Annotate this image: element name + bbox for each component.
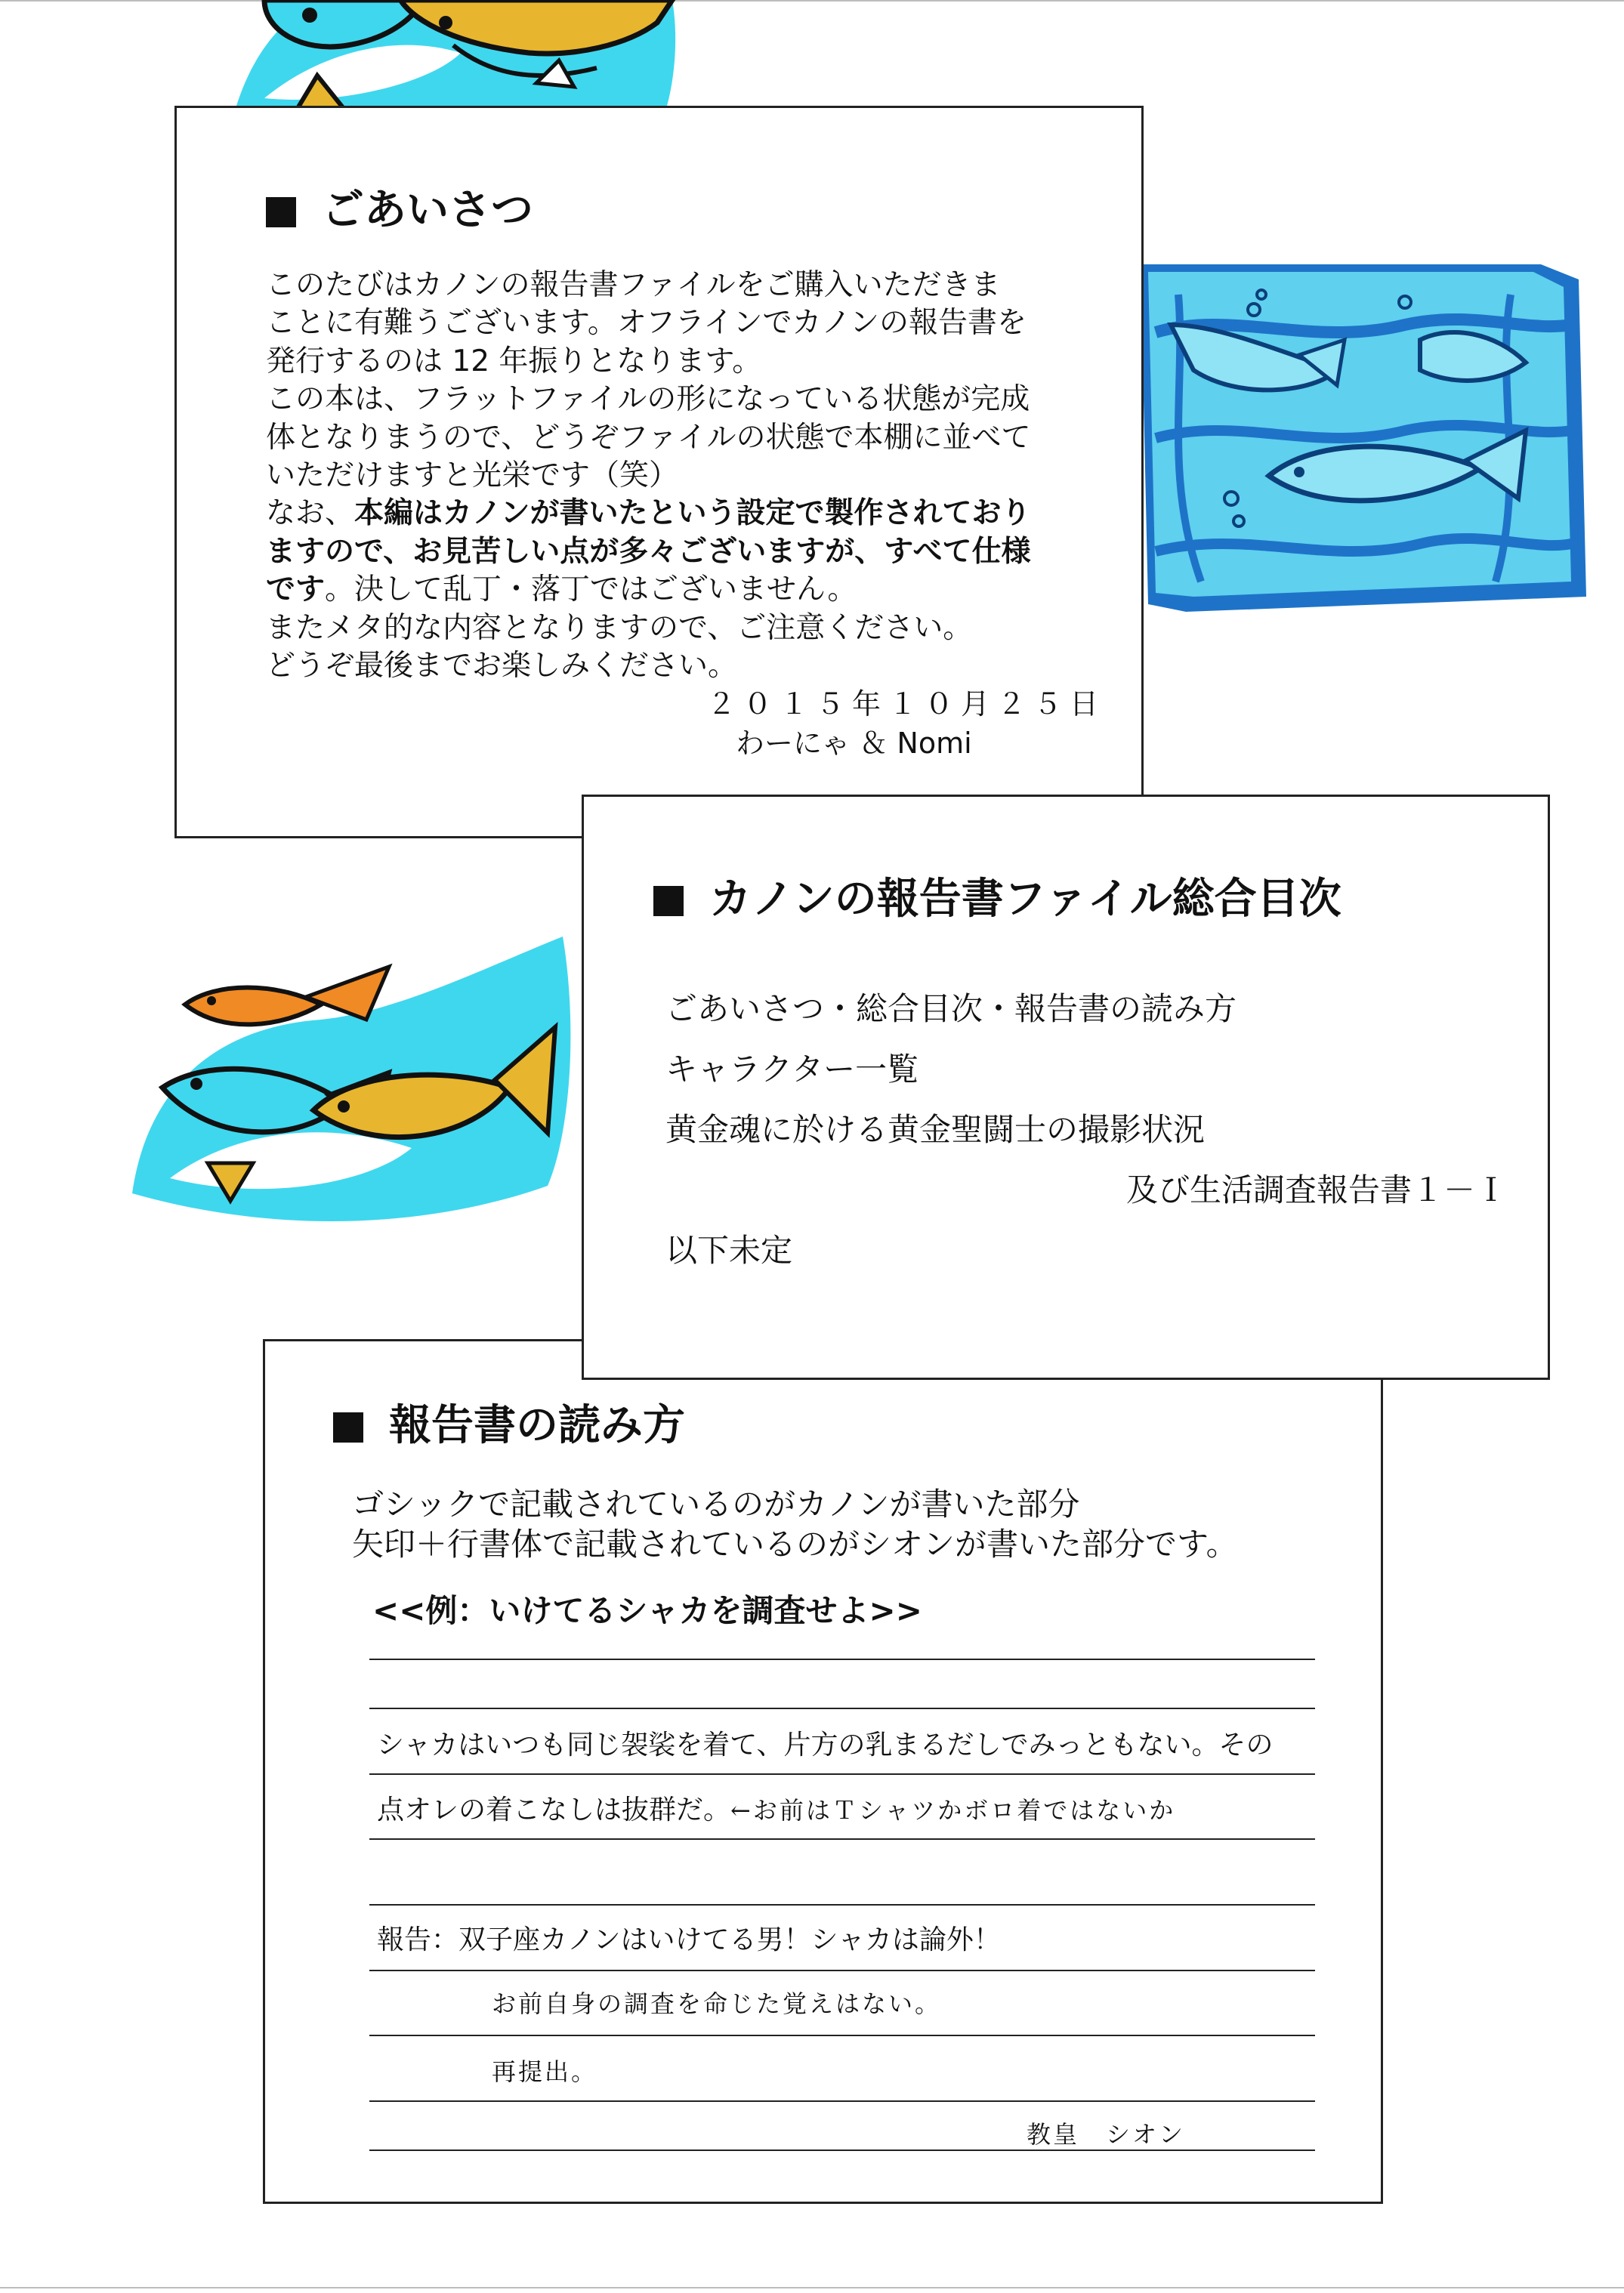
howto-heading [333,1402,685,1450]
greeting-line: このたびはカノンの報告書ファイルをご購入いただきま [266,268,1001,302]
ruled-line [369,2035,1315,2036]
howto-box [263,1339,1383,2204]
handwritten-text: ←お前はＴシャツかボロ着ではないか [730,1796,1176,1825]
greeting-body [266,267,1067,685]
toc-heading [653,875,1341,924]
square-bullet-icon [653,886,684,916]
fish-water-clipart [1118,249,1601,627]
reply-line: 再提出。 [492,2057,598,2086]
example-title: <<例：いけてるシャカを調査せよ>> [372,1592,922,1629]
howto-line: 矢印＋行書体で記載されているのがシオンが書いた部分です。 [352,1526,1238,1563]
greeting-line-bold: です [266,572,326,607]
fish-clipart-top [219,0,687,113]
greeting-line: この本は、フラットファイルの形になっている状態が完成 [266,382,1030,417]
greeting-box [174,106,1144,838]
howto-title: 報告書の読み方 [389,1401,685,1450]
report-line: 報告：双子座カノンはいけてる男！シャカは論外！ [377,1924,1001,1955]
greeting-line: 体となりまうので、どうぞファイルの状態で本棚に並べて [266,420,1031,455]
toc-title: カノンの報告書ファイル総合目次 [709,875,1341,924]
ruled-line [369,1773,1315,1775]
greeting-author: わーにゃ ＆ Nomi [736,727,972,760]
example-line: シャカはいつも同じ袈裟を着て、片方の乳まるだしでみっともない。その [377,1730,1274,1761]
ruled-line [369,2100,1315,2102]
greeting-line [266,571,1067,609]
greeting-line: ことに有難うございます。オフラインでカノンの報告書を [266,306,1027,341]
gothic-text: 点オレの着こなしは抜群だ。 [377,1795,731,1825]
greeting-date: ２０１５年１０月２５日 [707,687,1107,721]
greeting-line: ますので、お見苦しい点が多々ございますが、すべて仕様 [266,534,1031,569]
example-line [377,1788,1175,1827]
fish-trio-clipart [125,937,578,1254]
greeting-line: 発行するのは 12 年振りとなります。 [266,344,762,378]
greeting-line: いただけますと光栄です（笑） [266,458,679,493]
ruled-line [369,1838,1315,1840]
signature: 教皇 シオン [1027,2120,1186,2149]
toc-box [582,795,1550,1380]
square-bullet-icon [333,1412,363,1443]
greeting-line-pre: なお、 [266,496,355,531]
toc-item: ごあいさつ・総合目次・報告書の読み方 [665,990,1237,1027]
bottom-rule [0,2287,1624,2288]
square-bullet-icon [266,197,296,227]
toc-item: 黄金魂に於ける黄金聖闘士の撮影状況 [665,1111,1206,1148]
howto-line: ゴシックで記載されているのがカノンが書いた部分 [352,1486,1080,1523]
greeting-title: ごあいさつ [322,186,533,235]
ruled-line [369,1708,1315,1709]
toc-item: 及び生活調査報告書１－Ｉ [1126,1171,1508,1208]
greeting-line: またメタ的な内容となりますので、ご注意ください。 [266,610,973,645]
reply-line: お前自身の調査を命じた覚えはない。 [492,1989,942,2018]
ruled-line [369,2149,1315,2151]
greeting-line-bold: 本編はカノンが書いたという設定で製作されており [354,496,1031,531]
toc-item: キャラクター一覧 [665,1051,919,1088]
ruled-line [369,1904,1315,1906]
greeting-line-rest: 。決して乱丁・落丁ではございません。 [325,572,857,607]
greeting-line [266,495,1067,532]
ruled-line [369,1970,1315,1971]
ruled-line [369,1659,1315,1660]
greeting-heading [266,187,533,235]
toc-item: 以下未定 [665,1232,793,1269]
greeting-line: どうぞ最後までお楽しみください。 [266,649,738,684]
